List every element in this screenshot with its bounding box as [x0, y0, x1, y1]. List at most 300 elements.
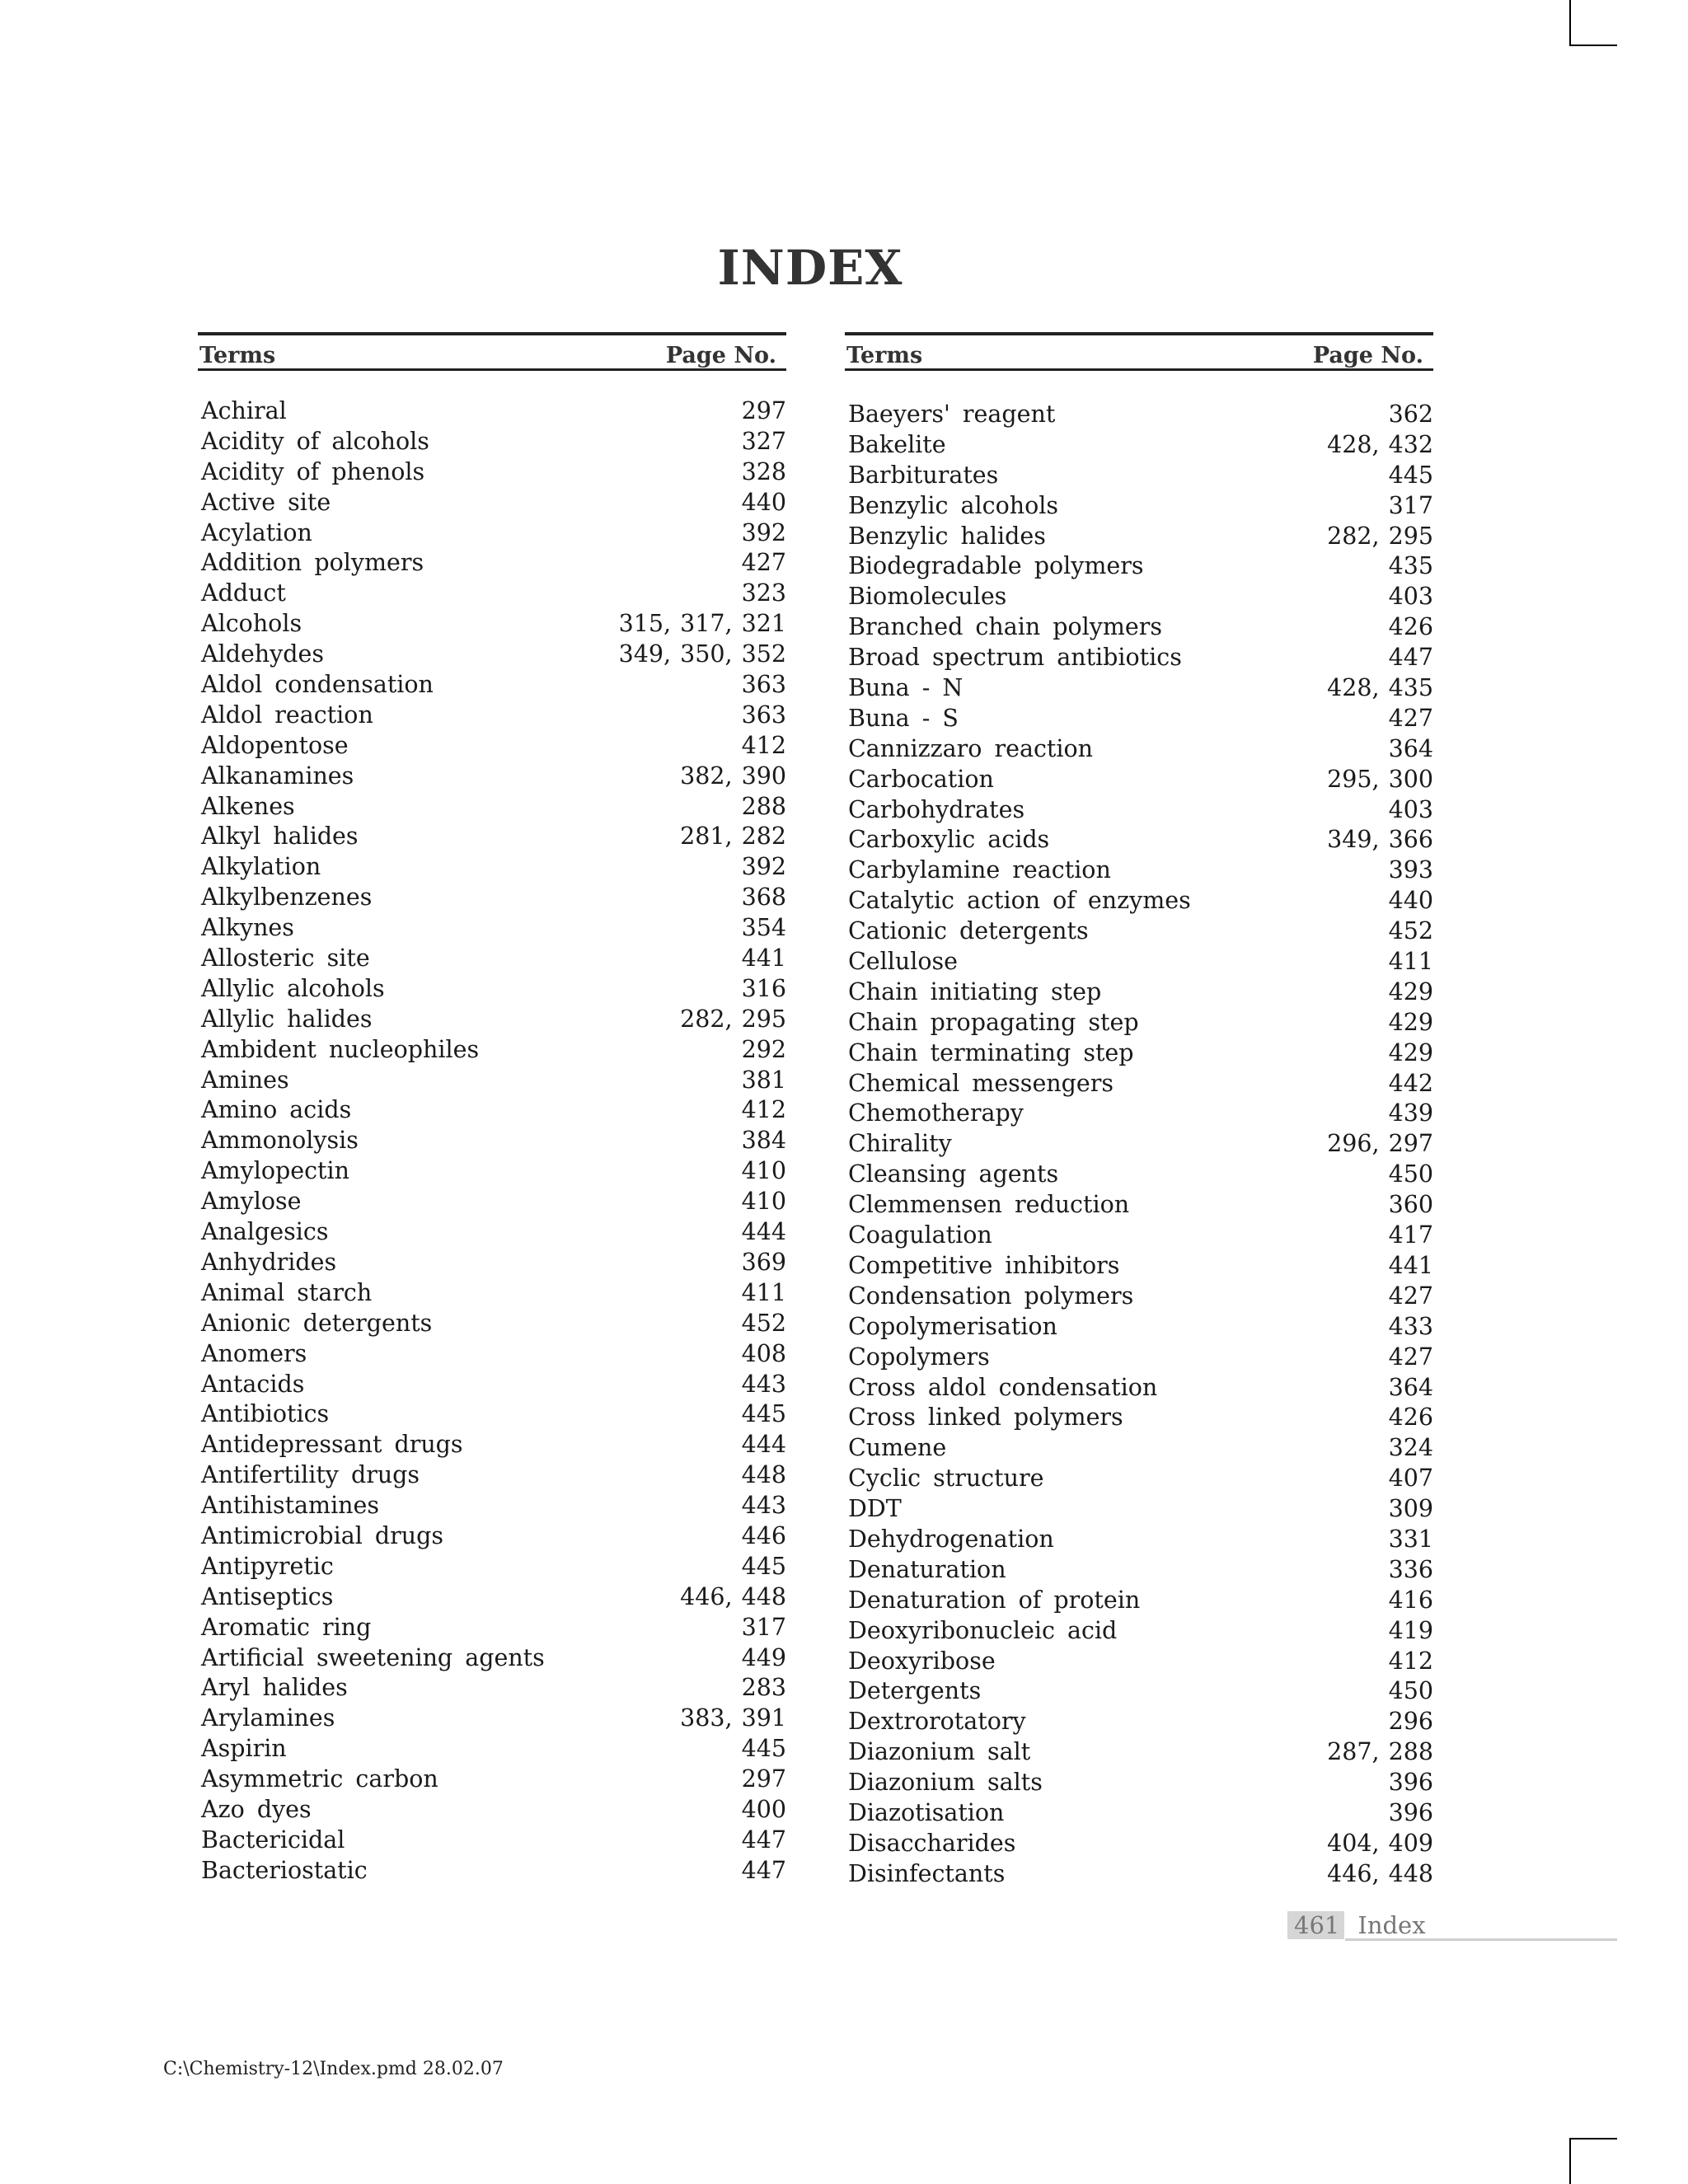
- entry-page-numbers: 309: [1388, 1495, 1433, 1523]
- entry-page-numbers: 362: [1388, 401, 1433, 428]
- index-entry: [198, 1399, 786, 1430]
- entry-page-numbers: 381: [741, 1066, 786, 1094]
- index-entry: [198, 1491, 786, 1521]
- entry-page-numbers: 364: [1388, 1373, 1433, 1401]
- index-entry: [845, 1494, 1433, 1525]
- index-entry: [198, 1704, 786, 1734]
- index-entry: [845, 1038, 1433, 1069]
- entry-page-numbers: 368: [741, 883, 786, 912]
- entry-page-numbers: 392: [741, 518, 786, 546]
- entry-page-numbers: 449: [741, 1643, 786, 1671]
- entry-term: Diazonium salts: [848, 1769, 1043, 1797]
- entry-term: Asymmetric carbon: [201, 1765, 438, 1793]
- entry-page-numbers: 288: [741, 792, 786, 820]
- entry-term: Chain terminating step: [848, 1038, 1134, 1066]
- entry-page-numbers: 428, 435: [1327, 674, 1433, 702]
- entry-term: Condensation polymers: [848, 1282, 1134, 1310]
- entry-page-numbers: 297: [741, 397, 786, 424]
- entry-page-numbers: 364: [1388, 734, 1433, 762]
- index-entry: [845, 551, 1433, 582]
- index-entry: [198, 913, 786, 944]
- entry-page-numbers: 327: [741, 427, 786, 455]
- entry-term: Cationic detergents: [848, 917, 1089, 945]
- index-entry: [198, 944, 786, 974]
- entry-page-numbers: 360: [1388, 1191, 1433, 1219]
- entry-page-numbers: 363: [741, 671, 786, 699]
- index-entry: [845, 977, 1433, 1008]
- entry-page-numbers: 452: [1388, 917, 1433, 945]
- index-entry: [198, 1217, 786, 1248]
- entry-page-numbers: 282, 295: [680, 1005, 786, 1033]
- entry-page-numbers: 393: [1388, 856, 1433, 884]
- index-entry: [198, 548, 786, 579]
- index-entry: [198, 1035, 786, 1066]
- entry-page-numbers: 440: [1388, 887, 1433, 915]
- entry-term: Aldehydes: [201, 640, 324, 668]
- index-entries: [845, 400, 1433, 1890]
- entry-page-numbers: 296, 297: [1327, 1130, 1433, 1158]
- index-entry: [845, 673, 1433, 704]
- entry-page-numbers: 427: [1388, 704, 1433, 732]
- index-column-right: [845, 332, 1433, 1890]
- index-entry: [845, 1859, 1433, 1890]
- column-header: [845, 335, 1433, 371]
- section-label: Index: [1357, 1911, 1426, 1939]
- index-entry: [198, 701, 786, 731]
- entry-term: Aldopentose: [201, 731, 349, 759]
- entry-term: Antibiotics: [201, 1400, 330, 1428]
- entry-page-numbers: 403: [1388, 795, 1433, 823]
- index-entry: [198, 731, 786, 762]
- entry-page-numbers: 363: [741, 701, 786, 729]
- entry-term: Aryl halides: [201, 1674, 348, 1702]
- entry-term: Aldol reaction: [201, 701, 373, 729]
- entry-page-numbers: 450: [1388, 1160, 1433, 1188]
- index-entry: [845, 1707, 1433, 1737]
- header-page-no: Page No.: [665, 343, 776, 368]
- entry-page-numbers: 446: [741, 1521, 786, 1549]
- entry-term: Antacids: [201, 1370, 305, 1398]
- entry-page-numbers: 445: [1388, 461, 1433, 489]
- page-number: 461: [1287, 1911, 1344, 1939]
- index-entry: [845, 1647, 1433, 1677]
- entry-page-numbers: 426: [1388, 1404, 1433, 1432]
- index-entry: [845, 1616, 1433, 1647]
- index-entry: [845, 1464, 1433, 1494]
- index-entry: [198, 1613, 786, 1643]
- entry-page-numbers: 446, 448: [680, 1582, 786, 1610]
- index-entry: [198, 852, 786, 883]
- entry-page-numbers: 429: [1388, 977, 1433, 1005]
- index-entry: [198, 670, 786, 701]
- entry-page-numbers: 441: [741, 944, 786, 972]
- entry-term: Amylose: [201, 1188, 302, 1216]
- index-entry: [845, 1555, 1433, 1586]
- entry-page-numbers: 433: [1388, 1312, 1433, 1340]
- index-entry: [845, 1737, 1433, 1768]
- entry-page-numbers: 382, 390: [680, 762, 786, 790]
- index-entry: [845, 886, 1433, 916]
- entry-term: Antipyretic: [201, 1552, 334, 1580]
- entry-page-numbers: 443: [741, 1370, 786, 1398]
- entry-term: Cellulose: [848, 948, 959, 976]
- entry-page-numbers: 445: [741, 1552, 786, 1580]
- entry-term: Copolymerisation: [848, 1312, 1057, 1340]
- entry-term: Antihistamines: [201, 1492, 380, 1520]
- entry-page-numbers: 407: [1388, 1465, 1433, 1493]
- index-entry: [845, 795, 1433, 826]
- entry-page-numbers: 429: [1388, 1038, 1433, 1066]
- index-entry: [845, 1525, 1433, 1555]
- index-entry: [845, 1373, 1433, 1404]
- index-entry: [198, 1066, 786, 1096]
- entry-page-numbers: 446, 448: [1327, 1859, 1433, 1887]
- entry-page-numbers: 336: [1388, 1555, 1433, 1583]
- index-entry: [198, 1005, 786, 1035]
- entry-page-numbers: 315, 317, 321: [618, 610, 786, 638]
- entry-term: Cleansing agents: [848, 1160, 1059, 1188]
- entry-page-numbers: 447: [741, 1825, 786, 1854]
- entry-term: Addition polymers: [201, 549, 424, 577]
- entry-page-numbers: 403: [1388, 583, 1433, 611]
- entry-term: Acylation: [201, 518, 312, 546]
- entry-term: Bactericidal: [201, 1825, 345, 1854]
- entry-page-numbers: 349, 350, 352: [618, 640, 786, 668]
- entry-page-numbers: 292: [741, 1035, 786, 1063]
- entry-page-numbers: 427: [1388, 1282, 1433, 1310]
- entry-term: Chain initiating step: [848, 977, 1102, 1005]
- entry-page-numbers: 404, 409: [1327, 1829, 1433, 1857]
- index-entry: [198, 822, 786, 852]
- entry-page-numbers: 331: [1388, 1525, 1433, 1553]
- entry-term: Benzylic halides: [848, 522, 1046, 550]
- entry-page-numbers: 427: [741, 549, 786, 577]
- entry-term: DDT: [848, 1495, 902, 1523]
- index-entry: [198, 1430, 786, 1460]
- entry-term: Disinfectants: [848, 1859, 1006, 1887]
- entry-term: Copolymers: [848, 1343, 990, 1371]
- entry-term: Amylopectin: [201, 1157, 349, 1185]
- entry-term: Chirality: [848, 1130, 952, 1158]
- entry-page-numbers: 411: [741, 1278, 786, 1306]
- entry-page-numbers: 349, 366: [1327, 826, 1433, 854]
- index-entry: [845, 765, 1433, 795]
- entry-page-numbers: 447: [741, 1856, 786, 1884]
- index-entry: [845, 1312, 1433, 1343]
- entry-page-numbers: 296: [1388, 1708, 1433, 1736]
- entry-term: Deoxyribose: [848, 1647, 996, 1675]
- entry-page-numbers: 282, 295: [1327, 522, 1433, 550]
- entry-term: Allylic alcohols: [201, 974, 385, 1002]
- entry-page-numbers: 416: [1388, 1586, 1433, 1614]
- index-entry: [198, 1856, 786, 1886]
- index-entry: [845, 1129, 1433, 1160]
- entry-page-numbers: 396: [1388, 1798, 1433, 1826]
- entry-page-numbers: 450: [1388, 1677, 1433, 1705]
- entry-page-numbers: 444: [741, 1431, 786, 1459]
- index-entry: [845, 522, 1433, 552]
- index-entry: [198, 518, 786, 549]
- entry-term: Deoxyribonucleic acid: [848, 1616, 1118, 1644]
- entry-page-numbers: 448: [741, 1461, 786, 1489]
- entry-term: Dextrorotatory: [848, 1708, 1026, 1736]
- entry-term: Cannizzaro reaction: [848, 734, 1094, 762]
- entry-page-numbers: 396: [1388, 1769, 1433, 1797]
- entry-term: Cyclic structure: [848, 1465, 1044, 1493]
- index-entry: [845, 855, 1433, 886]
- entry-term: Active site: [201, 488, 331, 516]
- entry-page-numbers: 384: [741, 1127, 786, 1155]
- entry-term: Chain propagating step: [848, 1008, 1139, 1036]
- index-entry: [845, 1282, 1433, 1312]
- index-column-left: [198, 332, 786, 1886]
- index-entry: [198, 1278, 786, 1309]
- index-entry: [198, 579, 786, 609]
- index-entry: [198, 1370, 786, 1400]
- index-entry: [845, 1798, 1433, 1829]
- entry-term: Ammonolysis: [201, 1127, 359, 1155]
- index-entry: [198, 609, 786, 640]
- entry-term: Amines: [201, 1066, 289, 1094]
- entry-term: Aldol condensation: [201, 671, 434, 699]
- entry-term: Detergents: [848, 1677, 982, 1705]
- index-entry: [845, 1099, 1433, 1129]
- entry-page-numbers: 429: [1388, 1008, 1433, 1036]
- entry-page-numbers: 281, 282: [680, 823, 786, 851]
- index-entry: [845, 704, 1433, 734]
- entry-term: Competitive inhibitors: [848, 1251, 1120, 1279]
- entry-term: Alkynes: [201, 914, 294, 942]
- index-entry: [198, 1521, 786, 1552]
- entry-term: Branched chain polymers: [848, 613, 1162, 641]
- index-entry: [198, 1765, 786, 1795]
- entry-term: Disaccharides: [848, 1829, 1016, 1857]
- entry-term: Broad spectrum antibiotics: [848, 644, 1182, 672]
- index-entry: [845, 400, 1433, 430]
- entry-page-numbers: 441: [1388, 1251, 1433, 1279]
- crop-mark-top-vertical: [1569, 0, 1571, 46]
- entry-term: Achiral: [201, 397, 287, 424]
- entry-term: Anomers: [201, 1339, 307, 1367]
- entry-page-numbers: 439: [1388, 1099, 1433, 1127]
- footer-rule: [1345, 1938, 1617, 1941]
- header-terms: Terms: [199, 343, 276, 368]
- index-entry: [198, 488, 786, 518]
- entry-term: Carbocation: [848, 765, 994, 793]
- entry-term: Biodegradable polymers: [848, 552, 1144, 580]
- entry-page-numbers: 295, 300: [1327, 765, 1433, 793]
- index-entry: [845, 1768, 1433, 1798]
- entry-term: Alkenes: [201, 792, 295, 820]
- entry-page-numbers: 412: [1388, 1647, 1433, 1675]
- crop-mark-bottom-vertical: [1569, 2138, 1571, 2184]
- index-entries: [198, 396, 786, 1886]
- entry-term: Denaturation: [848, 1555, 1006, 1583]
- entry-page-numbers: 444: [741, 1218, 786, 1246]
- index-entry: [845, 947, 1433, 977]
- entry-term: Alkanamines: [201, 762, 354, 790]
- index-entry: [198, 762, 786, 792]
- entry-term: Aspirin: [201, 1735, 287, 1763]
- entry-term: Adduct: [201, 579, 286, 607]
- entry-page-numbers: 410: [741, 1157, 786, 1185]
- entry-term: Allosteric site: [201, 944, 370, 972]
- entry-term: Buna - N: [848, 674, 964, 702]
- index-entry: [845, 1433, 1433, 1464]
- index-entry: [845, 1676, 1433, 1707]
- column-header: [198, 335, 786, 371]
- index-entry: [845, 1829, 1433, 1859]
- entry-term: Cross aldol condensation: [848, 1373, 1158, 1401]
- entry-term: Antifertility drugs: [201, 1461, 420, 1489]
- index-entry: [845, 1160, 1433, 1190]
- index-entry: [198, 1156, 786, 1187]
- entry-term: Amino acids: [201, 1096, 352, 1124]
- index-entry: [845, 430, 1433, 461]
- page-title: INDEX: [717, 240, 903, 296]
- entry-page-numbers: 317: [741, 1613, 786, 1641]
- entry-page-numbers: 316: [741, 974, 786, 1002]
- entry-page-numbers: 354: [741, 914, 786, 942]
- entry-page-numbers: 328: [741, 457, 786, 485]
- index-entry: [198, 1126, 786, 1156]
- entry-page-numbers: 411: [1388, 948, 1433, 976]
- entry-term: Arylamines: [201, 1704, 335, 1732]
- index-entry: [845, 734, 1433, 765]
- entry-term: Analgesics: [201, 1218, 329, 1246]
- index-entry: [198, 1095, 786, 1126]
- crop-mark-bottom-horizontal: [1569, 2138, 1617, 2139]
- entry-term: Bakelite: [848, 430, 946, 458]
- index-entry: [198, 883, 786, 913]
- file-info: C:\Chemistry-12\Index.pmd 28.02.07: [163, 2059, 504, 2079]
- entry-term: Antiseptics: [201, 1582, 334, 1610]
- index-entry: [845, 491, 1433, 522]
- entry-term: Denaturation of protein: [848, 1586, 1141, 1614]
- entry-term: Anionic detergents: [201, 1309, 433, 1337]
- entry-term: Artificial sweetening agents: [201, 1643, 545, 1671]
- entry-page-numbers: 297: [741, 1765, 786, 1793]
- entry-term: Coagulation: [848, 1221, 992, 1249]
- entry-term: Animal starch: [201, 1278, 373, 1306]
- entry-page-numbers: 447: [1388, 644, 1433, 672]
- entry-page-numbers: 445: [741, 1400, 786, 1428]
- index-entry: [845, 1403, 1433, 1433]
- entry-page-numbers: 287, 288: [1327, 1738, 1433, 1766]
- entry-page-numbers: 417: [1388, 1221, 1433, 1249]
- index-entry: [198, 1734, 786, 1765]
- entry-page-numbers: 383, 391: [680, 1704, 786, 1732]
- entry-term: Aromatic ring: [201, 1613, 372, 1641]
- entry-term: Carbylamine reaction: [848, 856, 1111, 884]
- entry-term: Antidepressant drugs: [201, 1431, 463, 1459]
- index-entry: [845, 1586, 1433, 1616]
- entry-term: Cumene: [848, 1434, 947, 1462]
- index-entry: [845, 1069, 1433, 1099]
- entry-term: Antimicrobial drugs: [201, 1521, 444, 1549]
- entry-term: Carbohydrates: [848, 795, 1025, 823]
- index-entry: [845, 916, 1433, 947]
- entry-page-numbers: 369: [741, 1248, 786, 1276]
- entry-term: Ambident nucleophiles: [201, 1035, 480, 1063]
- index-entry: [198, 974, 786, 1005]
- entry-term: Diazotisation: [848, 1798, 1005, 1826]
- entry-page-numbers: 323: [741, 579, 786, 607]
- entry-page-numbers: 428, 432: [1327, 430, 1433, 458]
- entry-term: Biomolecules: [848, 583, 1007, 611]
- entry-term: Chemical messengers: [848, 1069, 1114, 1097]
- entry-page-numbers: 400: [741, 1795, 786, 1823]
- entry-term: Bacteriostatic: [201, 1856, 368, 1884]
- entry-term: Acidity of alcohols: [201, 427, 429, 455]
- entry-page-numbers: 426: [1388, 613, 1433, 641]
- entry-term: Dehydrogenation: [848, 1525, 1054, 1553]
- entry-page-numbers: 283: [741, 1674, 786, 1702]
- index-entry: [198, 1552, 786, 1582]
- index-entry: [198, 1460, 786, 1491]
- entry-page-numbers: 440: [741, 488, 786, 516]
- index-entry: [198, 1643, 786, 1674]
- entry-page-numbers: 317: [1388, 491, 1433, 519]
- entry-term: Barbiturates: [848, 461, 999, 489]
- index-entry: [845, 1343, 1433, 1373]
- index-entry: [198, 1248, 786, 1278]
- entry-term: Clemmensen reduction: [848, 1191, 1130, 1219]
- index-entry: [845, 612, 1433, 643]
- entry-page-numbers: 412: [741, 1096, 786, 1124]
- entry-page-numbers: 410: [741, 1188, 786, 1216]
- entry-term: Azo dyes: [201, 1795, 312, 1823]
- entry-page-numbers: 324: [1388, 1434, 1433, 1462]
- entry-term: Alkylbenzenes: [201, 883, 373, 912]
- entry-page-numbers: 442: [1388, 1069, 1433, 1097]
- entry-page-numbers: 392: [741, 853, 786, 881]
- index-entry: [198, 1582, 786, 1613]
- entry-term: Alcohols: [201, 610, 302, 638]
- entry-term: Baeyers' reagent: [848, 401, 1056, 428]
- entry-page-numbers: 419: [1388, 1616, 1433, 1644]
- entry-term: Alkyl halides: [201, 823, 359, 851]
- header-page-no: Page No.: [1312, 343, 1423, 368]
- entry-page-numbers: 443: [741, 1492, 786, 1520]
- entry-page-numbers: 427: [1388, 1343, 1433, 1371]
- entry-term: Carboxylic acids: [848, 826, 1050, 854]
- index-entry: [198, 640, 786, 670]
- index-entry: [198, 1825, 786, 1856]
- entry-page-numbers: 412: [741, 731, 786, 759]
- entry-page-numbers: 435: [1388, 552, 1433, 580]
- entry-term: Acidity of phenols: [201, 457, 425, 485]
- entry-term: Alkylation: [201, 853, 321, 881]
- crop-mark-top-horizontal: [1569, 45, 1617, 46]
- entry-term: Allylic halides: [201, 1005, 373, 1033]
- entry-term: Anhydrides: [201, 1248, 337, 1276]
- index-entry: [845, 825, 1433, 855]
- index-entry: [845, 461, 1433, 491]
- index-entry: [198, 1187, 786, 1217]
- entry-term: Benzylic alcohols: [848, 491, 1059, 519]
- index-entry: [198, 427, 786, 457]
- index-entry: [198, 792, 786, 823]
- entry-term: Diazonium salt: [848, 1738, 1031, 1766]
- index-entry: [198, 396, 786, 427]
- entry-term: Catalytic action of enzymes: [848, 887, 1191, 915]
- entry-page-numbers: 445: [741, 1735, 786, 1763]
- index-entry: [845, 1221, 1433, 1251]
- entry-page-numbers: 408: [741, 1339, 786, 1367]
- entry-term: Buna - S: [848, 704, 959, 732]
- index-entry: [198, 1795, 786, 1825]
